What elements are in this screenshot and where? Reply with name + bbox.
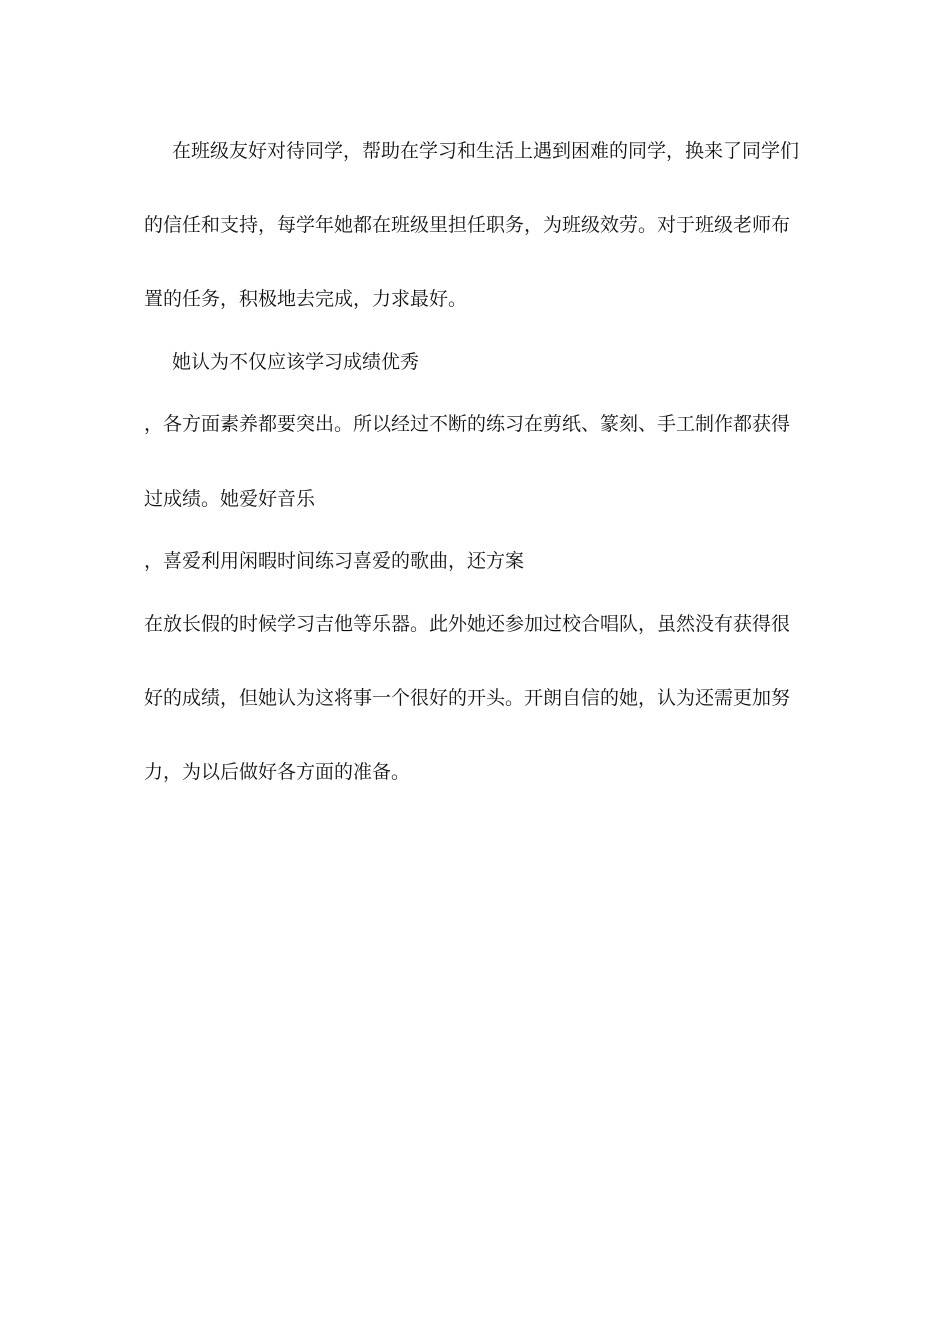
paragraph-line-3: 置的任务，积极地去完成，力求最好。 <box>144 288 468 310</box>
paragraph-line-1: 在班级友好对待同学，帮助在学习和生活上遇到困难的同学，换来了同学们 <box>172 140 800 162</box>
paragraph-line-7: ，喜爱利用闲暇时间练习喜爱的歌曲，还方案 <box>144 550 525 572</box>
paragraph-line-10: 力，为以后做好各方面的准备。 <box>144 761 411 783</box>
paragraph-line-8: 在放长假的时候学习吉他等乐器。此外她还参加过校合唱队，虽然没有获得很 <box>144 613 791 635</box>
paragraph-line-5: ，各方面素养都要突出。所以经过不断的练习在剪纸、篆刻、手工制作都获得 <box>144 413 791 435</box>
paragraph-line-4: 她认为不仅应该学习成绩优秀 <box>172 351 420 373</box>
paragraph-line-2: 的信任和支持，每学年她都在班级里担任职务，为班级效劳。对于班级老师布 <box>144 214 791 236</box>
paragraph-line-9: 好的成绩，但她认为这将事一个很好的开头。开朗自信的她，认为还需更加努 <box>144 687 791 709</box>
paragraph-line-6: 过成绩。她爱好音乐 <box>144 488 316 510</box>
